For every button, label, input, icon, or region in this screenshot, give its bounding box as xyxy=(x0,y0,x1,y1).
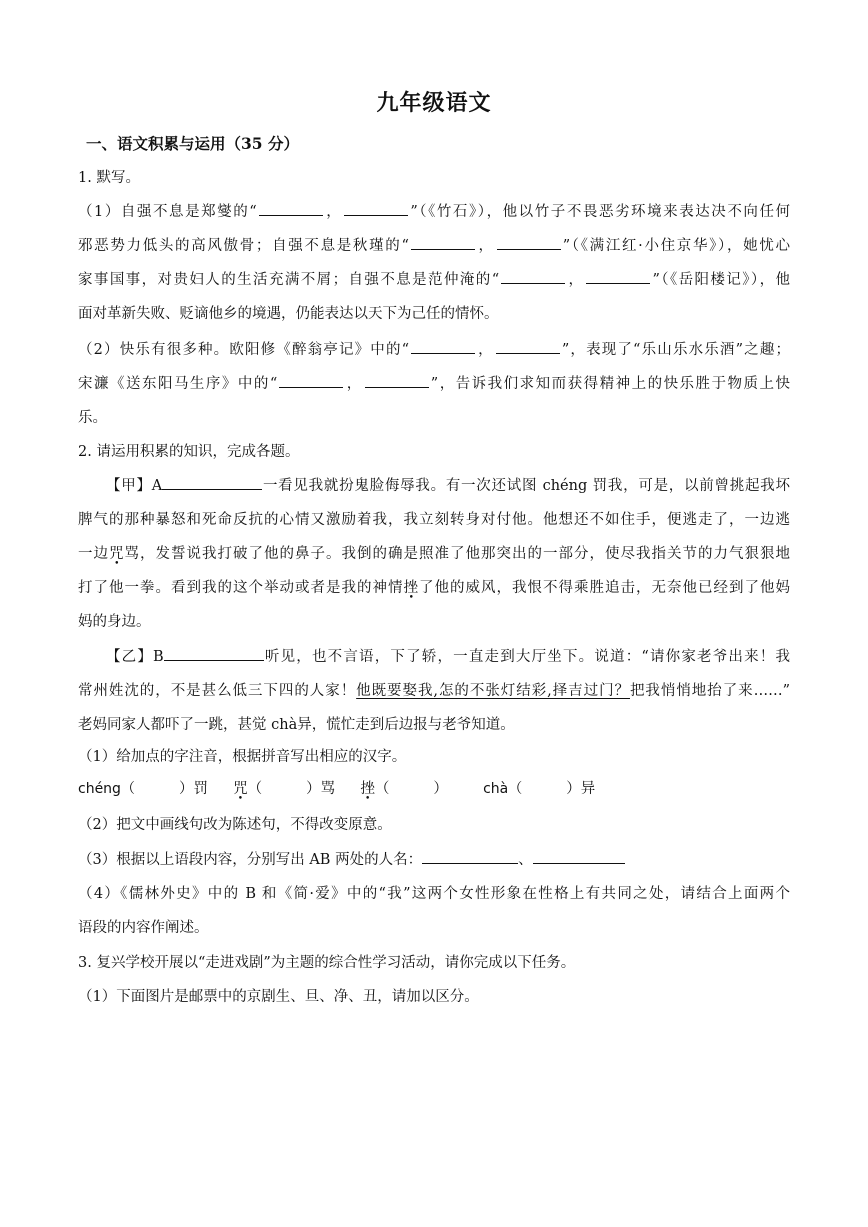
blank[interactable] xyxy=(411,235,475,250)
blank-b[interactable] xyxy=(164,646,264,661)
blank-a[interactable] xyxy=(162,475,262,490)
passage-yi xyxy=(78,640,790,742)
blank[interactable] xyxy=(497,235,561,250)
blank[interactable] xyxy=(586,269,650,284)
q2-sub3: （3）根据以上语段内容，分别写出 AB 两处的人名： 、 xyxy=(78,844,790,877)
q1-part2-line1: （2）快乐有很多种。欧阳修《醉翁亭记》中的“ ， ”，表现了“乐山乐水乐酒”之趣； xyxy=(78,333,790,367)
q2-sub2: （2）把文中画线句改为陈述句，不得改变原意。 xyxy=(78,817,392,833)
q1-part1 xyxy=(78,195,790,331)
blank[interactable] xyxy=(365,373,429,388)
q2-sub4-line1: （4）《儒林外史》中的 B 和《简·爱》中的“我”这两个女性形象在性格上有共同之处，请结合上面两个 xyxy=(78,886,790,902)
passage-jia-line5: 妈的身边。 xyxy=(78,614,151,630)
q1-part1-line3: 家事国事，对贵妇人的生活充满不屑；自强不息是范仲淹的“ ， ”（《岳阳楼记》），他 xyxy=(78,263,790,297)
q1-part1-line1: （1）自强不息是郑燮的“ ， ”（《竹石》），他以竹子不畏恶劣环境来表达决不向任何 xyxy=(78,195,790,229)
underlined-sentence: 他既要娶我,怎的不张灯结彩,择吉过门？ xyxy=(356,683,630,699)
q2-sub4-line2: 语段的内容作阐述。 xyxy=(78,920,209,936)
q1-part2 xyxy=(78,333,790,435)
blank[interactable] xyxy=(259,201,323,216)
blank[interactable] xyxy=(411,339,475,354)
blank[interactable] xyxy=(496,339,560,354)
passage-yi-line1: 【乙】B 听见，也不言语，下了轿，一直走到大厅坐下。说道：“请你家老爷出来！我 xyxy=(78,640,790,674)
pinyin-row: chéng（ ）罚 咒（ ）骂 挫（ ） chà（ ）异 xyxy=(78,781,596,797)
blank[interactable] xyxy=(501,269,565,284)
q1-part1-line4: 面对革新失败、贬谪他乡的境遇，仍能表达以天下为己任的情怀。 xyxy=(78,306,499,322)
dotted-char-cuo: 挫 xyxy=(403,580,419,596)
dotted-char-zhou: 咒 xyxy=(109,546,125,562)
blank-name-a[interactable] xyxy=(422,849,518,864)
q2-label: 2. 请运用积累的知识，完成各题。 xyxy=(78,444,300,460)
passage-yi-line2: 常州姓沈的，不是甚么低三下四的人家！他既要娶我,怎的不张灯结彩,择吉过门？把我悄悄地抬了来……” xyxy=(78,683,791,699)
q2-sub4 xyxy=(78,877,790,945)
passage-jia-line4: 打了他一拳。看到我的这个举动或者是我的神情挫了他的威风，我恨不得乘胜追击，无奈他已经到了他妈 xyxy=(78,580,790,596)
passage-yi-line3: 老妈同家人都吓了一跳，甚觉 chà异，慌忙走到后边报与老爷知道。 xyxy=(78,717,515,733)
section-heading: 一、语文积累与运用（35 分） xyxy=(86,134,299,153)
q1-label: 1. 默写。 xyxy=(78,170,140,186)
blank-name-b[interactable] xyxy=(533,849,625,864)
q3-label: 3. 复兴学校开展以“走进戏剧”为主题的综合性学习活动，请你完成以下任务。 xyxy=(78,955,576,971)
passage-jia-line2: 脾气的那种暴怒和死命反抗的心情又激励着我，我立刻转身对付他。他想还不如住手，便逃走了，一边逃 xyxy=(78,512,790,528)
passage-jia-line1: 【甲】A 一看见我就扮鬼脸侮辱我。有一次还试图 chéng 罚我，可是，以前曾挑起我坏 xyxy=(78,469,790,503)
passage-jia xyxy=(78,469,790,639)
passage-jia-line3: 一边咒骂，发誓说我打破了他的鼻子。我倒的确是照准了他那突出的一部分，使尽我指关节的力气狠狠地 xyxy=(78,546,790,562)
blank[interactable] xyxy=(344,201,408,216)
q1-part1-line2: 邪恶势力低头的高风傲骨；自强不息是秋瑾的“ ， ”（《满江红·小住京华》），她忧心 xyxy=(78,229,790,263)
page-title: 九年级语文 xyxy=(376,90,492,116)
blank[interactable] xyxy=(279,373,343,388)
q2-sub1: （1）给加点的字注音，根据拼音写出相应的汉字。 xyxy=(78,749,407,765)
q1-part2-line2: 宋濂《送东阳马生序》中的“ ， ”，告诉我们求知而获得精神上的快乐胜于物质上快 xyxy=(78,367,790,401)
q3-sub1: （1）下面图片是邮票中的京剧生、旦、净、丑，请加以区分。 xyxy=(78,989,479,1005)
q1-part2-line3: 乐。 xyxy=(78,410,107,426)
